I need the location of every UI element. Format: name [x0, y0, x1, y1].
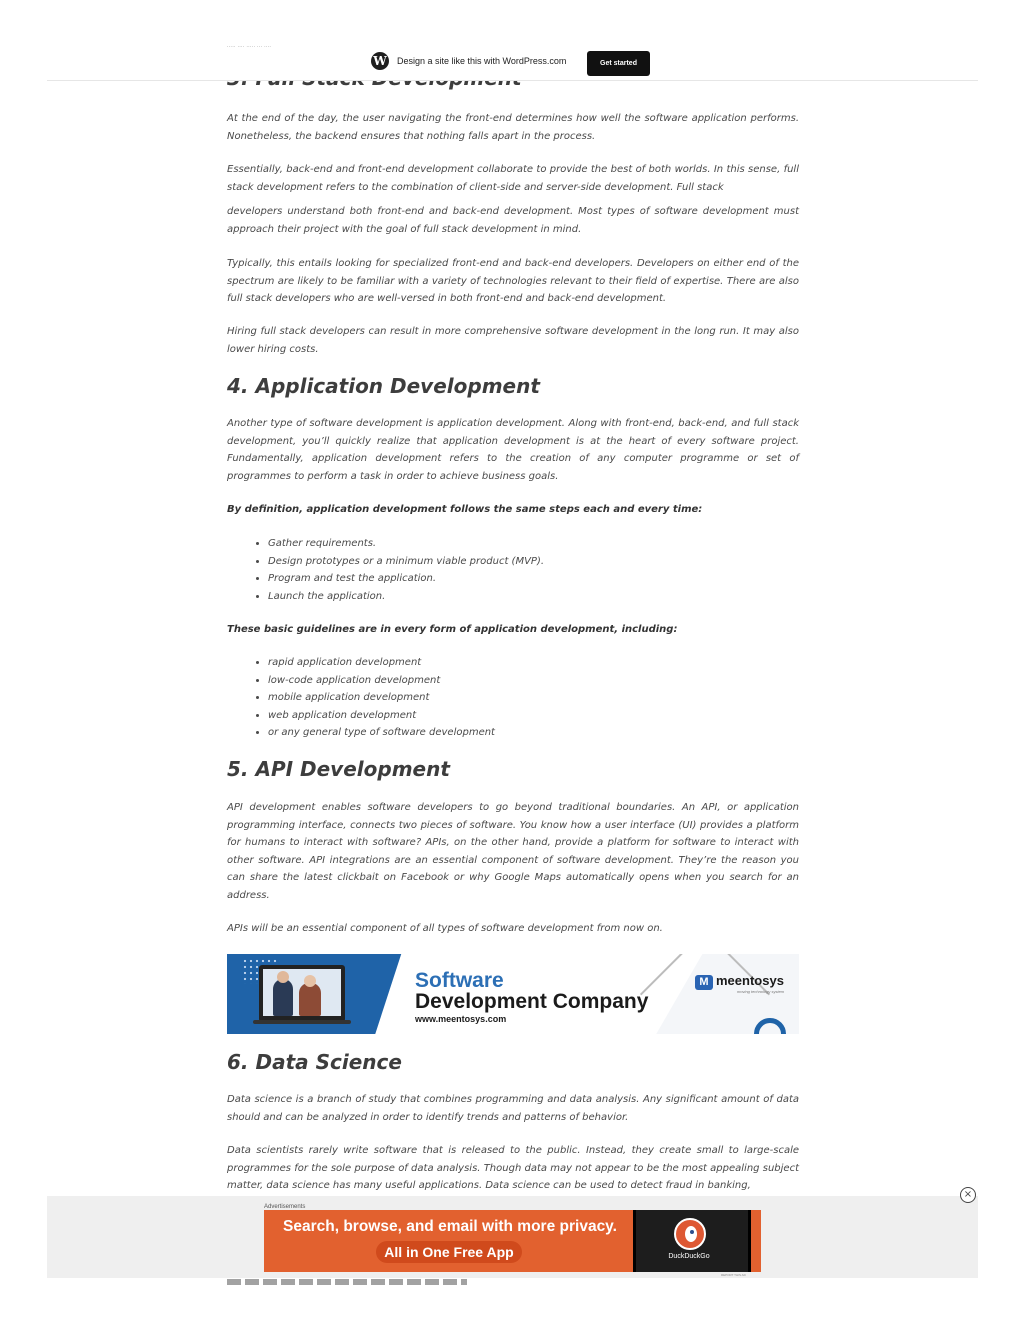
wordpress-promo-bar [47, 40, 978, 81]
wordpress-logo-icon: W [371, 52, 389, 70]
ad-label: Advertisements [264, 1204, 306, 1210]
banner-title-line2: Development Company [415, 990, 649, 1013]
next-heading-fragment [227, 1279, 467, 1285]
duckduckgo-logo-icon [674, 1218, 706, 1250]
ad-phone-panel [633, 1210, 751, 1272]
list-item: • web application development [268, 707, 495, 725]
paragraph: Data science is a branch of study that combines programming and data analysis. Any significant amount of data should and can be analyzed in order to identify trends and patterns of behavior. [227, 1094, 799, 1123]
list-item: • Program and test the application. [268, 570, 544, 588]
person-figure [273, 979, 293, 1016]
meentosys-logo-icon: M [695, 975, 713, 990]
paragraph: Another type of software development is application development. Along with front-end, back-end, and full stack development, you’ll quickly realize that application development is at the heart of every software project. Fundamentally, application development refers to the creation of any computer programme or set of programmes to perform a task in order to achieve business goals. [227, 418, 799, 482]
list-item: • rapid application development [268, 654, 495, 672]
duckduckgo-ad[interactable] [264, 1210, 761, 1272]
brand-tagline: moving technology system [737, 989, 785, 994]
tiny-header-text: ····· ···· ····· ··· ···· [227, 44, 272, 49]
steps-list [253, 535, 544, 605]
list-item: • or any general type of software development [268, 724, 495, 742]
section-heading: 4. Application Development [227, 374, 540, 398]
steps-intro: By definition, application development follows the same steps each and every time: [227, 504, 703, 515]
laptop-base [253, 1020, 351, 1024]
banner-title-line1: Software [415, 969, 504, 992]
section-heading: 5. API Development [227, 757, 450, 781]
person-figure [299, 983, 321, 1016]
list-item: • mobile application development [268, 689, 495, 707]
wordpress-banner-text[interactable]: Design a site like this with WordPress.com [397, 56, 567, 66]
types-list [253, 654, 495, 742]
software-company-banner-image[interactable] [227, 954, 799, 1034]
list-item: • Gather requirements. [268, 535, 544, 553]
laptop-screen [263, 969, 341, 1016]
paragraph: At the end of the day, the user navigating the front-end determines how well the software application performs. Nonetheless, the backend ensures that nothing falls apart in the process. [227, 113, 799, 142]
laptop-illustration [259, 965, 345, 1022]
paragraph: Typically, this entails looking for specialized front-end and back-end developers. Developers on either end of the spectrum are likely to be familiar with a variety of technologies relevant to their field of expertise. There are also full stack developers who are well-versed in both front-end and back-end development. [227, 258, 799, 304]
paragraph: Essentially, back-end and front-end development collaborate to provide the best of both worlds. In this sense, full stack development refers to the combination of client-side and server-side development. Full stack [227, 164, 799, 193]
paragraph: Hiring full stack developers can result in more comprehensive software development in the long run. It may also lower hiring costs. [227, 326, 799, 355]
list-item: • Launch the application. [268, 588, 544, 606]
types-intro: These basic guidelines are in every form of application development, including: [227, 624, 678, 635]
sticky-ad-container [47, 1189, 978, 1278]
ad-headline: Search, browse, and email with more privacy. [283, 1218, 617, 1235]
wordpress-banner[interactable] [371, 52, 566, 70]
list-item: • low-code application development [268, 672, 495, 690]
paragraph: APIs will be an essential component of all types of software development from now on. [227, 923, 663, 934]
paragraph: Data scientists rarely write software that is released to the public. Instead, they create small to large-scale programmes for the sole purpose of data analysis. Though data may not appear to be the most appealing subject matter, data science has many useful applications. Data science can be used to detect fraud in banking, [227, 1145, 799, 1191]
section-heading: 6. Data Science [227, 1050, 402, 1074]
brand-name: meentosys [716, 973, 784, 988]
ad-brand-name: DuckDuckGo [668, 1253, 710, 1260]
banner-url: www.meentosys.com [415, 1014, 507, 1024]
get-started-button[interactable]: Get started [587, 51, 650, 76]
paragraph: API development enables software developers to go beyond traditional boundaries. An API, or application programming interface, connects two pieces of software. You know how a user interface (UI) provides a platform for humans to interact with software? APIs, on the other hand, provide a platform for software to interact with other software. API integrations are an essential component of software development. They’re the reason you can share the latest clickbait on Facebook or why Google Maps automatically opens when you search for an address. [227, 802, 799, 901]
paragraph: developers understand both front-end and back-end development. Most types of software development must approach their project with the goal of full stack development in mind. [227, 206, 799, 235]
list-item: • Design prototypes or a minimum viable product (MVP). [268, 553, 544, 571]
ad-cta[interactable]: All in One Free App [376, 1241, 522, 1263]
close-icon[interactable]: × [960, 1187, 976, 1203]
report-ad-link[interactable]: REPORT THIS AD [721, 1273, 746, 1277]
